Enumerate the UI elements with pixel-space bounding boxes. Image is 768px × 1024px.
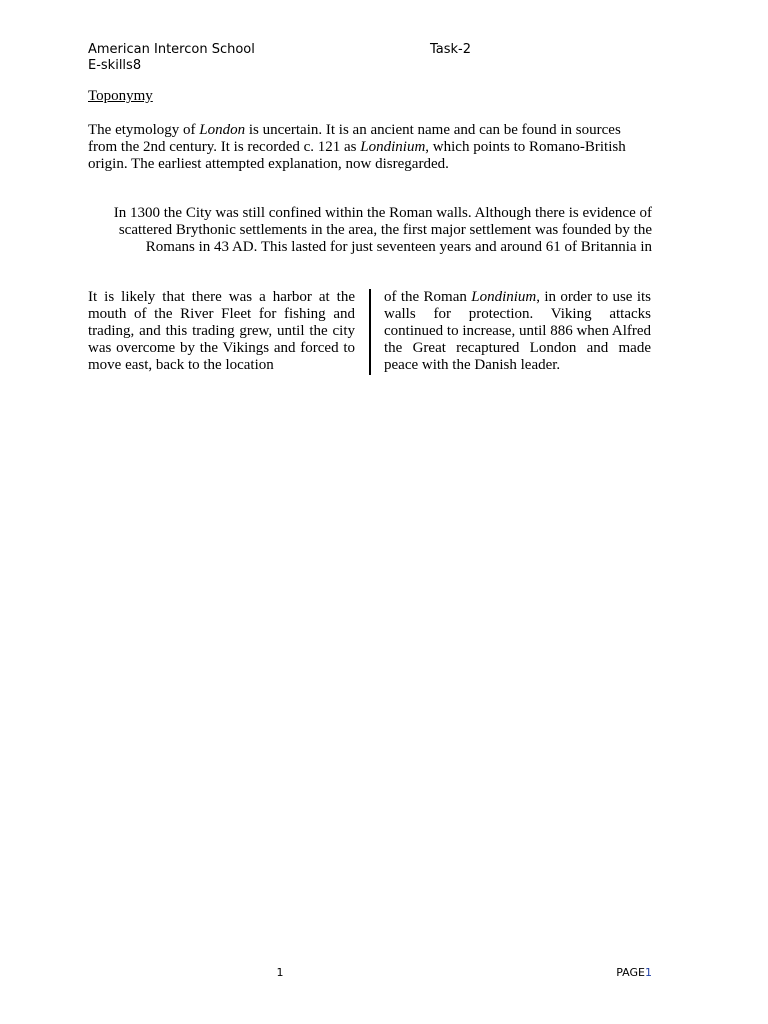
section-heading: Toponymy xyxy=(88,88,153,104)
school-name: American Intercon School xyxy=(88,42,255,57)
etymology-paragraph xyxy=(88,122,652,173)
italic-term: Londinium xyxy=(360,139,426,155)
page-number: 1 xyxy=(276,966,284,979)
history-paragraph: In 1300 the City was still confined within the Roman walls. Although there is evidence of scattered Brythonic settlements in the area, the first major settlement was founded by the Romans in 43 AD. This lasted for just seventeen years and around 61 of Britannia in xyxy=(113,205,652,255)
italic-term: London xyxy=(199,122,246,138)
header-left xyxy=(88,42,255,74)
column-text: of the Roman xyxy=(384,289,472,305)
column-divider xyxy=(369,289,371,375)
page-label-text: PAGE xyxy=(616,966,645,979)
paragraph-text: is uncertain. It is an ancient name and can be found in sources from the 2nd century. It is recorded c. 121 as xyxy=(88,122,621,155)
column-text: , in order to use its walls for protection. Viking attacks continued to increase, until 886 when Alfred the Great recaptured London and made peace with the Danish leader. xyxy=(384,289,652,373)
paragraph-text: The etymology of xyxy=(88,122,200,138)
italic-term: Londinium xyxy=(471,289,537,305)
course-name: E-skills8 xyxy=(88,58,142,73)
left-column: It is likely that there was a harbor at the mouth of the River Fleet for fishing and trading, and this trading grew, until the city was overcome by the Vikings and forced to move east, back to the location xyxy=(88,289,355,373)
page-label xyxy=(616,966,652,979)
two-column-section xyxy=(88,289,652,375)
paragraph-text: , which points to Romano-British origin. The earliest attempted explanation, now disregarded. xyxy=(88,139,626,172)
right-column xyxy=(384,289,651,374)
task-label: Task-2 xyxy=(430,42,472,57)
page-label-number: 1 xyxy=(645,966,652,979)
